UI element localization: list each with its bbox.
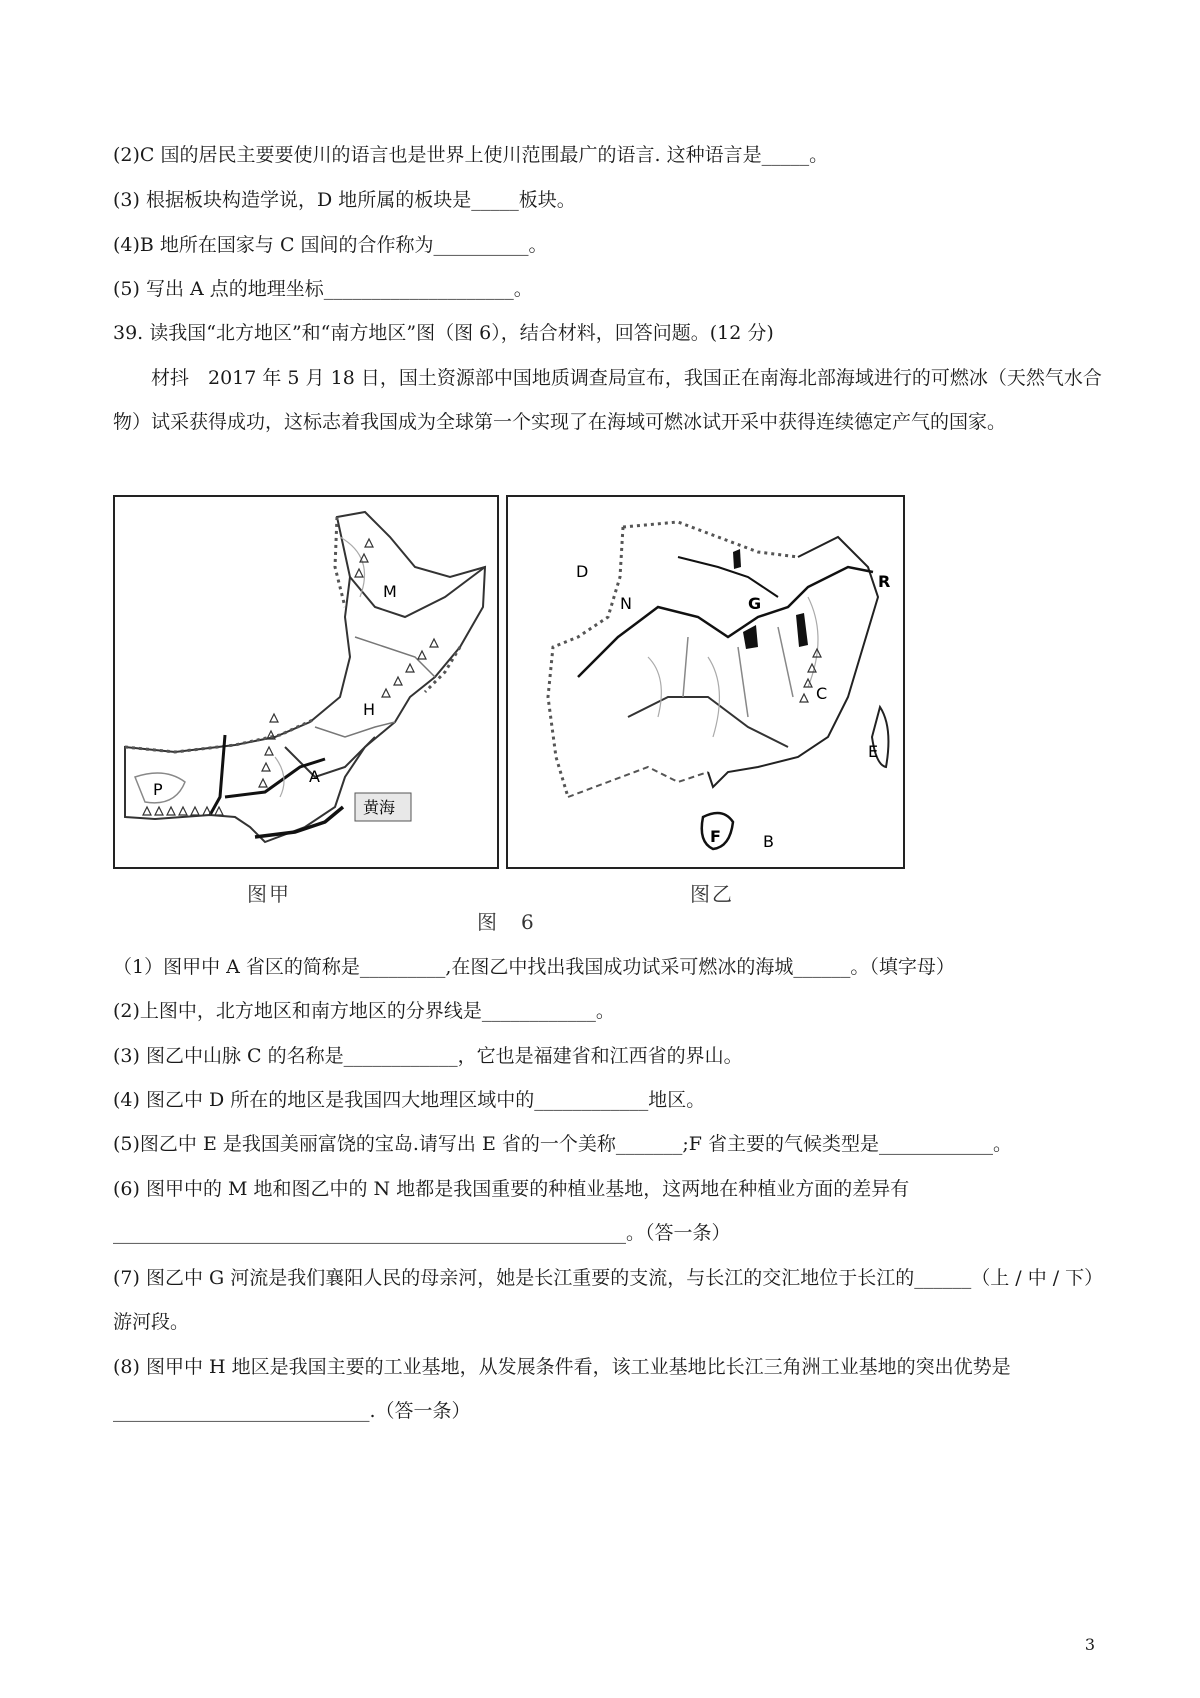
- label-R: R: [878, 572, 891, 591]
- label-B: B: [763, 832, 774, 851]
- label-yellow-sea: 黄海: [363, 798, 396, 817]
- figure-6-caption: 图 6: [477, 910, 536, 934]
- label-H: H: [363, 700, 376, 719]
- q39-material: 材抖 2017 年 5 月 18 日，国土资源部中国地质调查局宣布，我国正在南海北部海域进行的可燃冰（天然气水合物）试采获得成功，这标志着我国成为全球第一个实现了在海域可燃冰试开采中获得连续德定产气的国家。: [113, 367, 1102, 433]
- q39-sub4: (4) 图乙中 D 所在的地区是我国四大地理区域中的____________地区。: [113, 1089, 706, 1111]
- q39-sub3: (3) 图乙中山脉 C 的名称是____________，它也是福建省和江西省的界山。: [113, 1045, 743, 1067]
- q38-sub5: (5) 写出 A 点的地理坐标____________________。: [113, 278, 533, 300]
- q38-sub3: (3) 根据板块构造学说，D 地所属的板块是_____板块。: [113, 189, 576, 211]
- label-G: G: [748, 594, 762, 613]
- south-region-map: [508, 497, 903, 867]
- figure-yi-map: [506, 495, 905, 869]
- label-P: P: [153, 780, 163, 799]
- q39-sub6-line2: ______________________________________________________。（答一条）: [113, 1222, 731, 1244]
- label-A: A: [309, 767, 320, 786]
- q38-sub2: (2)C 国的居民主要要使川的语言也是世界上使川范围最广的语言. 这种语言是_____。: [113, 144, 829, 166]
- label-E: E: [868, 742, 879, 761]
- label-M: M: [383, 582, 397, 601]
- label-C: C: [816, 684, 828, 703]
- figure-jia-map: [113, 495, 499, 869]
- caption-jia: 图甲: [247, 882, 291, 906]
- q39-sub7: (7) 图乙中 G 河流是我们襄阳人民的母亲河，她是长江重要的支流，与长江的交汇地位于长江的______（上 / 中 / 下）游河段。: [113, 1267, 1094, 1333]
- q39-stem: 39. 读我国“北方地区”和“南方地区”图（图 6），结合材料，回答问题。(12 分): [113, 322, 774, 344]
- q39-sub5: (5)图乙中 E 是我国美丽富饶的宝岛.请写出 E 省的一个美称_______;F 省主要的气候类型是____________。: [113, 1133, 1012, 1155]
- label-N: N: [620, 594, 632, 613]
- north-region-map: [115, 497, 497, 867]
- label-F: F: [710, 827, 721, 846]
- q39-sub1: （1）图甲中 A 省区的简称是_________,在图乙中找出我国成功试采可燃冰的海城______。（填字母）: [113, 956, 955, 978]
- q39-sub8: (8) 图甲中 H 地区是我国主要的工业基地，从发展条件看，该工业基地比长江三角洲工业基地的突出优势是___________________________.（答一条）: [113, 1356, 1011, 1422]
- label-D: D: [576, 562, 589, 581]
- q38-sub4: (4)B 地所在国家与 C 国间的合作称为__________。: [113, 234, 548, 256]
- page-number: 3: [1084, 1635, 1095, 1654]
- q39-sub2: (2)上图中，北方地区和南方地区的分界线是____________。: [113, 1000, 615, 1022]
- q39-sub6-line1: (6) 图甲中的 M 地和图乙中的 N 地都是我国重要的种植业基地，这两地在种植业方面的差异有: [113, 1178, 910, 1200]
- caption-yi: 图乙: [690, 882, 734, 906]
